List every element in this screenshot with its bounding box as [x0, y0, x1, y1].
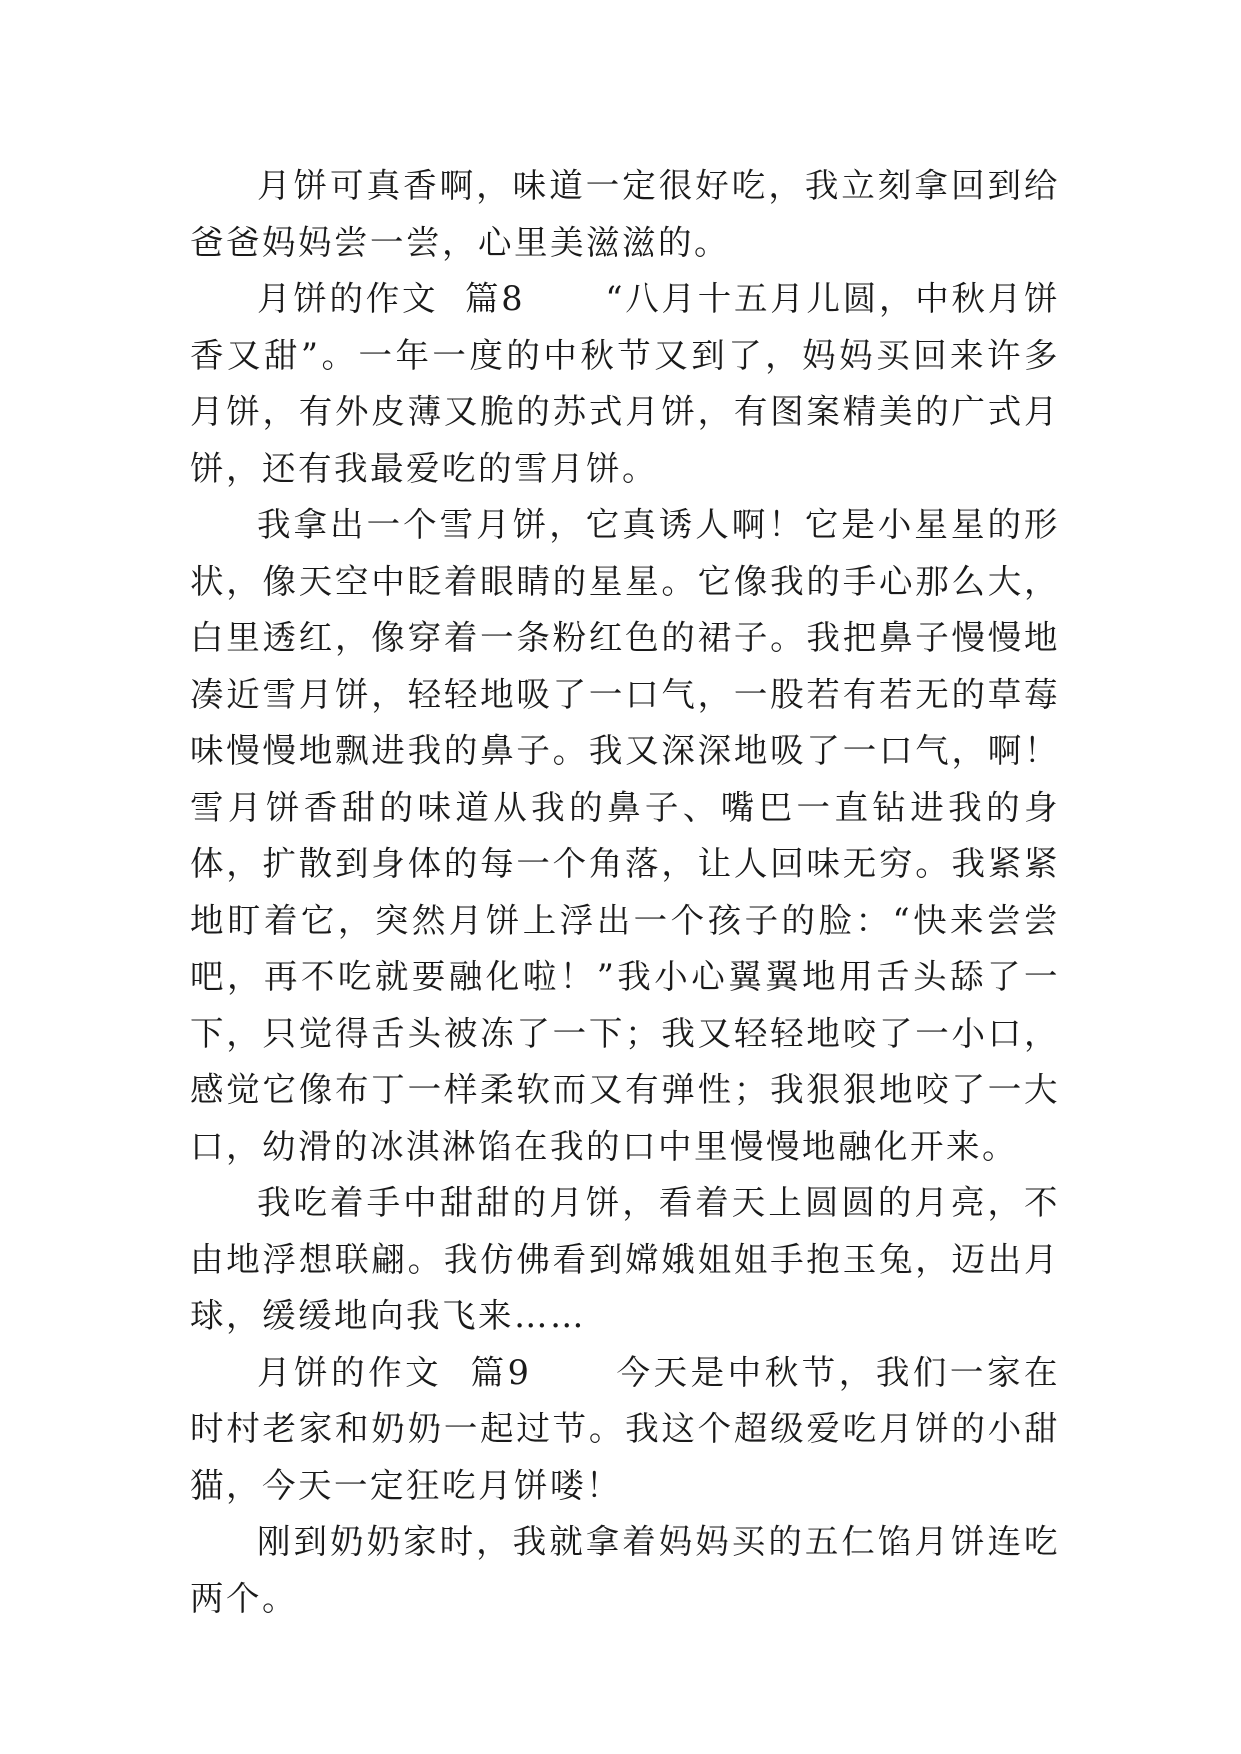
- paragraph-6: 刚到奶奶家时，我就拿着妈妈买的五仁馅月饼连吃两个。: [190, 1522, 1060, 1618]
- paragraph-5: 月饼的作文 篇9 今天是中秋节，我们一家在时村老家和奶奶一起过节。我这个超级爱吃月饼的小甜猫，今天一定狂吃月饼喽！: [190, 1352, 1060, 1505]
- paragraph-3: 我拿出一个雪月饼，它真诱人啊！它是小星星的形状，像天空中眨着眼睛的星星。它像我的手心那么大，白里透红，像穿着一条粉红色的裙子。我把鼻子慢慢地凑近雪月饼，轻轻地吸了一口气，一股若有若无的草莓味慢慢地飘进我的鼻子。我又深深地吸了一口气，啊！雪月饼香甜的味道从我的鼻子、嘴巴一直钻进我的身体，扩散到身体的每一个角落，让人回味无穷。我紧紧地盯着它，突然月饼上浮出一个孩子的脸：“快来尝尝吧，再不吃就要融化啦！”我小心翼翼地用舌头舔了一下，只觉得舌头被冻了一下；我又轻轻地咬了一小口，感觉它像布丁一样柔软而又有弹性；我狠狠地咬了一大口，幼滑的冰淇淋馅在我的口中里慢慢地融化开来。: [190, 505, 1060, 1166]
- paragraph-1: 月饼可真香啊，味道一定很好吃，我立刻拿回到给爸爸妈妈尝一尝，心里美滋滋的。: [190, 166, 1060, 262]
- paragraph-4: 我吃着手中甜甜的月饼，看着天上圆圆的月亮，不由地浮想联翩。我仿佛看到嫦娥姐姐手抱玉兔，迈出月球，缓缓地向我飞来……: [190, 1183, 1060, 1335]
- document-body: [190, 158, 1060, 1627]
- paragraph-2: 月饼的作文 篇8 “八月十五月儿圆，中秋月饼香又甜”。一年一度的中秋节又到了，妈妈买回来许多月饼，有外皮薄又脆的苏式月饼，有图案精美的广式月饼，还有我最爱吃的雪月饼。: [190, 279, 1060, 488]
